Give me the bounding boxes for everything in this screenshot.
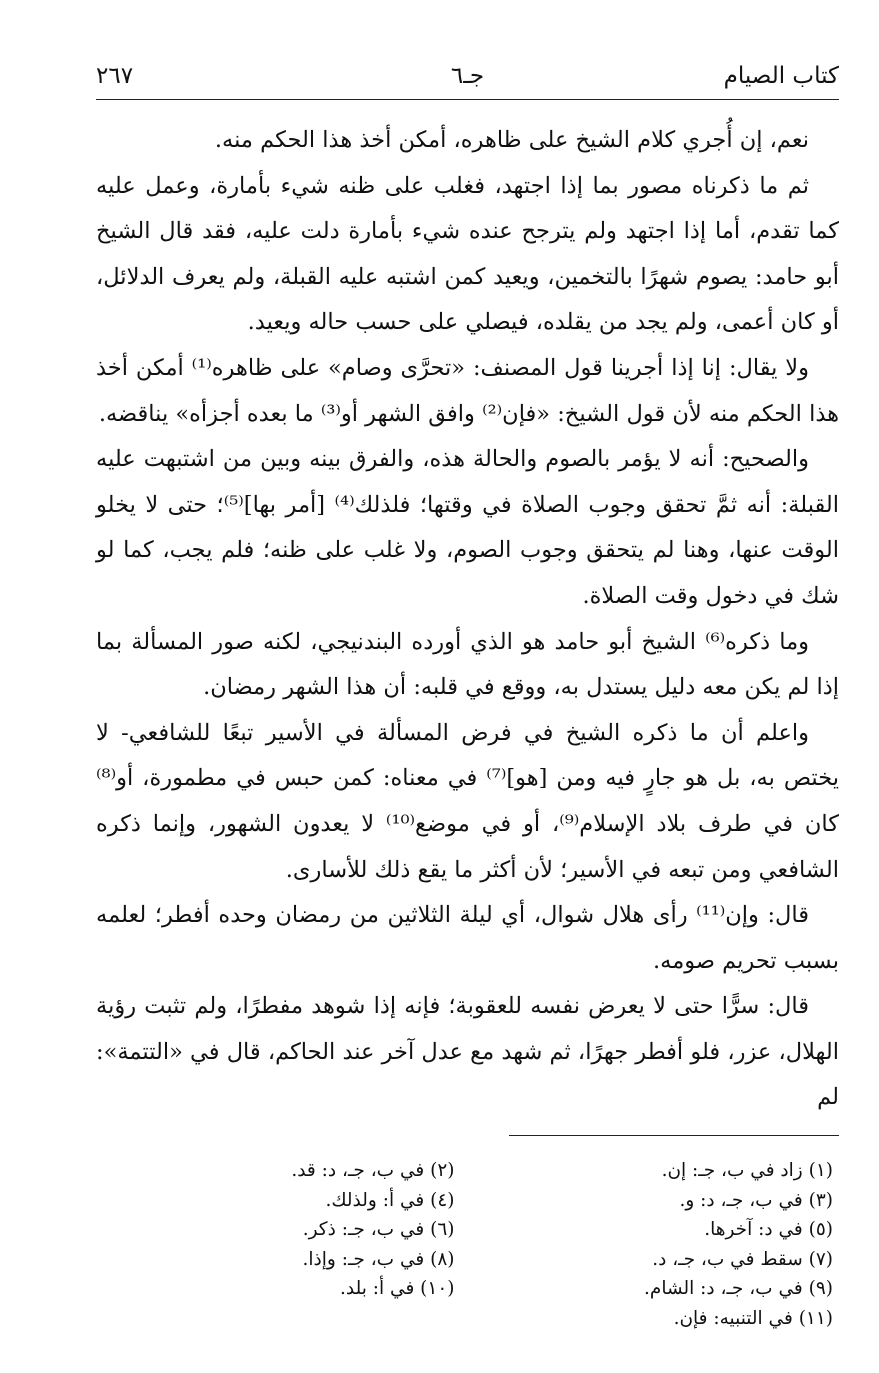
running-header — [96, 55, 839, 100]
paragraph: والصحيح: أنه لا يؤمر بالصوم والحالة هذه، والفرق بينه وبين من اشتبهت عليه القبلة: أنه ثمَّ تحقق وجوب الصلاة في وقتها؛ فلذلك⁽⁴⁾ [أمر بها]⁽⁵⁾؛ حتى لا يخلو الوقت عنها، وهنا لم يتحقق وجوب الصوم، ولا غلب على ظنه؛ فلم يجب، كما لو شك في دخول وقت الصلاة. — [96, 446, 840, 609]
paragraph: نعم، إن أُجري كلام الشيخ على ظاهره، أمكن أخذ هذا الحكم منه. — [214, 127, 809, 153]
volume-label: جـ٦ — [450, 63, 485, 89]
footnote: (١٠) في أ: بلد. — [340, 1278, 455, 1300]
footnote: (١١) في التنبيه: فإن. — [673, 1307, 833, 1329]
footnote: (٣) في ب، جـ، د: و. — [679, 1189, 833, 1211]
footnote: (٩) في ب، جـ، د: الشام. — [644, 1278, 833, 1300]
book-title: كتاب الصيام — [723, 63, 839, 89]
paragraph: واعلم أن ما ذكره الشيخ في فرض المسألة في الأسير تبعًا للشافعي- لا يختص به، بل هو جارٍ فيه ومن [هو]⁽⁷⁾ في معناه: كمن حبس في مطمورة، أو⁽⁸⁾ كان في طرف بلاد الإسلام⁽⁹⁾، أو في موضع⁽¹⁰⁾ لا يعدون الشهور، وإنما ذكره الشافعي ومن تبعه في الأسير؛ لأن أكثر ما يقع ذلك للأسارى. — [96, 719, 839, 883]
paragraph: قال: سرًّا حتى لا يعرض نفسه للعقوبة؛ فإنه إذا شوهد مفطرًا، ولم تثبت رؤية الهلال، عزر، فلو أفطر جهرًا، ثم شهد مع عدل آخر عند الحاكم، قال في «التتمة»: لم — [96, 993, 839, 1111]
paragraph: قال: وإن⁽¹¹⁾ رأى هلال شوال، أي ليلة الثلاثين من رمضان وحده أفطر؛ لعلمه بسبب تحريم صومه. — [96, 902, 839, 974]
footnote: (٥) في د: آخرها. — [704, 1219, 833, 1241]
page-number: ٢٦٧ — [96, 63, 134, 89]
footnote: (٢) في ب، جـ، د: قد. — [291, 1160, 455, 1182]
footnotes — [96, 1156, 839, 1333]
paragraph: وما ذكره⁽⁶⁾ الشيخ أبو حامد هو الذي أورده البندنيجي، لكنه صور المسألة بما إذا لم يكن معه دليل يستدل به، ووقع في قلبه: أن هذا الشهر رمضان. — [96, 628, 839, 701]
footnote: (٦) في ب، جـ: ذكر. — [302, 1219, 455, 1241]
footnote-divider — [509, 1135, 839, 1136]
document-page — [96, 55, 839, 1333]
footnote: (١) زاد في ب، جـ: إن. — [661, 1160, 833, 1182]
footnote: (٧) سقط في ب، جـ، د. — [652, 1248, 833, 1270]
main-text — [96, 118, 839, 1121]
footnote: (٨) في ب، جـ: وإذا. — [302, 1248, 455, 1270]
paragraph: ولا يقال: إنا إذا أجرينا قول المصنف: «تحرَّى وصام» على ظاهره⁽¹⁾ أمكن أخذ هذا الحكم منه لأن قول الشيخ: «فإن⁽²⁾ وافق الشهر أو⁽³⁾ ما بعده أجزأه» يناقضه. — [96, 354, 839, 427]
footnote: (٤) في أ: ولذلك. — [325, 1189, 455, 1211]
paragraph: ثم ما ذكرناه مصور بما إذا اجتهد، فغلب على ظنه شيء بأمارة، وعمل عليه كما تقدم، أما إذا اجتهد ولم يترجح عنده شيء بأمارة دلت عليه، فقد قال الشيخ أبو حامد: يصوم شهرًا بالتخمين، ويعيد كمن اشتبه عليه القبلة، ولم يعرف الدلائل، أو كان أعمى، ولم يجد من يقلده، فيصلي على حسب حاله ويعيد. — [96, 172, 839, 336]
